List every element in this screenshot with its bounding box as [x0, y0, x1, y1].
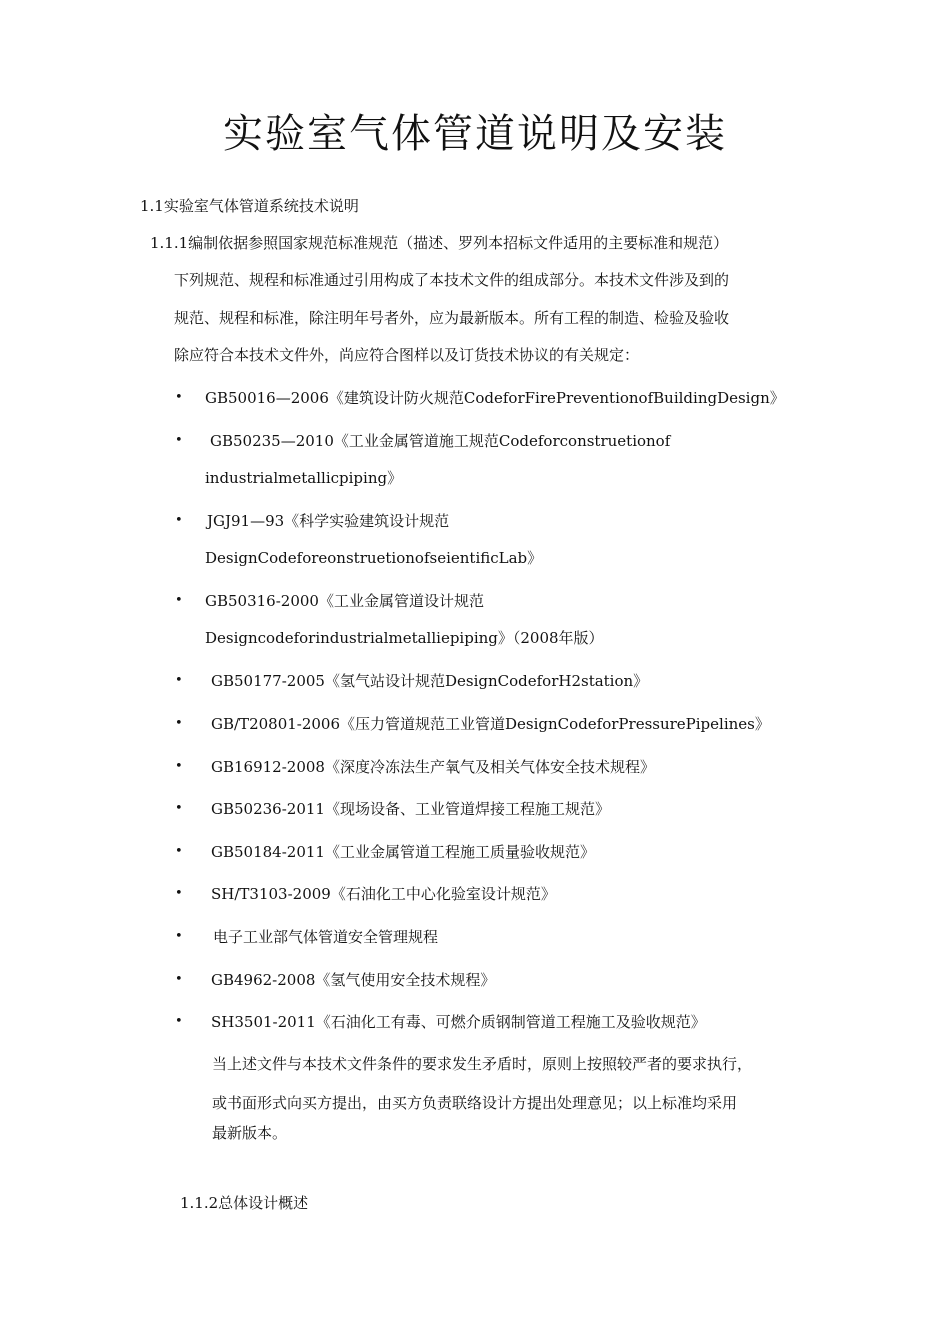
standard-title: SH3501-2011《石油化工有毒、可燃介质钢制管道工程施工及验收规范》 — [211, 1013, 706, 1031]
standard-title: GB50184-2011《工业金属管道工程施工质量验收规范》 — [211, 843, 595, 861]
intro-line: 规范、规程和标准，除注明年号者外，应为最新版本。所有工程的制造、检验及验收 — [174, 309, 730, 327]
section-heading-1-1-1: 1.1.1编制依据参照国家规范标准规范（描述、罗列本招标文件适用的主要标准和规范） — [150, 234, 729, 252]
standard-title: GB16912-2008《深度冷冻法生产氧气及相关气体安全技术规程》 — [211, 758, 655, 776]
standard-title: GB4962-2008《氢气使用安全技术规程》 — [211, 971, 496, 989]
section-heading-1-1-2: 1.1.2总体设计概述 — [180, 1194, 309, 1212]
standard-title: SH/T3103-2009《石油化工中心化验室设计规范》 — [211, 885, 556, 903]
section-heading-1-1: 1.1实验室气体管道系统技术说明 — [140, 197, 359, 215]
page-title: 实验室气体管道说明及安装 — [223, 111, 727, 157]
bullet-icon: • — [175, 716, 183, 731]
bullet-icon: • — [175, 886, 183, 901]
bullet-icon: • — [175, 390, 183, 405]
bullet-icon: • — [175, 801, 183, 816]
standard-title: GB50016—2006《建筑设计防火规范CodeforFirePreventionofBuildingDesign》 — [205, 389, 785, 407]
standard-title: GB50177-2005《氢气站设计规范DesignCodeforH2station》 — [211, 672, 649, 690]
bullet-icon: • — [175, 929, 183, 944]
standard-title: 电子工业部气体管道安全管理规程 — [213, 928, 439, 946]
bullet-icon: • — [175, 433, 183, 448]
conflict-note-line: 最新版本。 — [212, 1124, 288, 1142]
conflict-note-line: 当上述文件与本技术文件条件的要求发生矛盾时，原则上按照较严者的要求执行， — [212, 1055, 753, 1073]
bullet-icon: • — [175, 844, 183, 859]
intro-line: 下列规范、规程和标准通过引用构成了本技术文件的组成部分。本技术文件涉及到的 — [174, 271, 730, 289]
conflict-note-line: 或书面形式向买方提出，由买方负责联络设计方提出处理意见；以上标准均采用 — [212, 1094, 738, 1112]
intro-line: 除应符合本技术文件外，尚应符合图样以及订货技术协议的有关规定： — [174, 346, 640, 364]
bullet-icon: • — [175, 972, 183, 987]
bullet-icon: • — [175, 513, 183, 528]
standard-title: GB50236-2011《现场设备、工业管道焊接工程施工规范》 — [211, 800, 610, 818]
standard-title: GB50235—2010《工业金属管道施工规范Codeforconstruetionof — [210, 432, 671, 450]
bullet-icon: • — [175, 1014, 183, 1029]
standard-title: GB50316-2000《工业金属管道设计规范 — [205, 592, 484, 610]
standard-title: GB/T20801-2006《压力管道规范工业管道DesignCodeforPressurePipelines》 — [211, 715, 770, 733]
bullet-icon: • — [175, 593, 183, 608]
bullet-icon: • — [175, 673, 183, 688]
standard-title-continued: DesignCodeforeonstruetionofseientificLab》 — [205, 549, 543, 567]
standard-title: JGJ91—93《科学实验建筑设计规范 — [207, 512, 450, 530]
standard-title-continued: Designcodeforindustrialmetalliepiping》（2008年版） — [205, 629, 604, 647]
standard-title-continued: industrialmetallicpiping》 — [205, 469, 403, 487]
bullet-icon: • — [175, 759, 183, 774]
